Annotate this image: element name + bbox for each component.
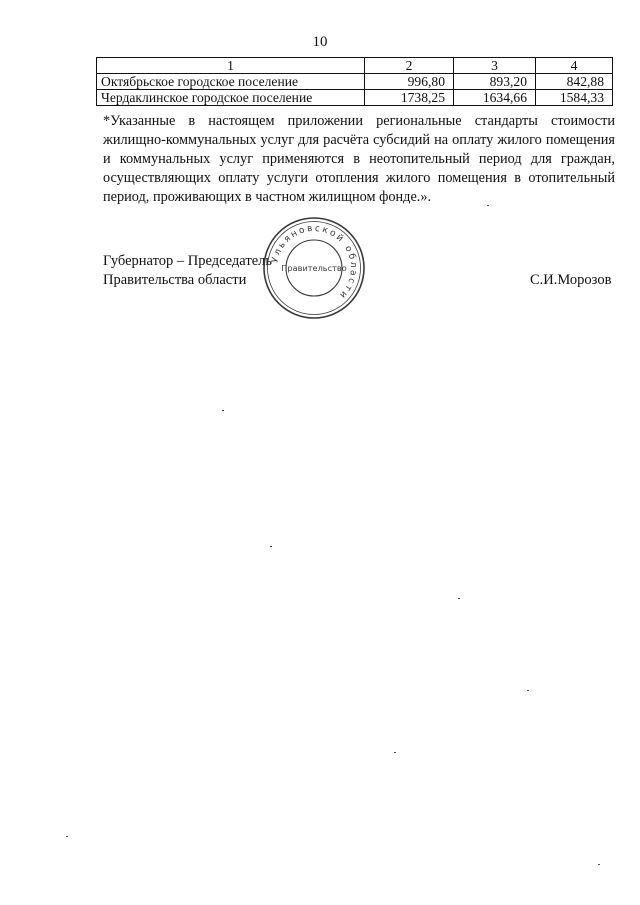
scan-speck (598, 864, 600, 865)
signatory-name: С.И.Морозов (530, 272, 612, 288)
table-cell: 1634,66 (454, 90, 536, 106)
scan-speck (222, 410, 224, 411)
scan-speck (487, 205, 489, 206)
table-cell: 1584,33 (536, 90, 613, 106)
scan-speck (527, 690, 529, 691)
table-cell: 996,80 (365, 74, 454, 90)
table-cell: 842,88 (536, 74, 613, 90)
rates-table (96, 57, 613, 106)
page-number: 10 (312, 34, 328, 50)
settlement-name: Октябрьское городское поселение (97, 74, 365, 90)
official-seal-stamp (260, 214, 368, 322)
table-cell: 1738,25 (365, 90, 454, 106)
table-header-cell: 1 (97, 58, 365, 74)
signatory-title-line2: Правительства области (103, 272, 247, 288)
seal-ring-text: Ульяновской области (270, 223, 359, 302)
scan-speck (270, 546, 272, 547)
signatory-title (103, 252, 272, 290)
table-row (97, 74, 613, 90)
settlement-name: Чердаклинское городское поселение (97, 90, 365, 106)
table-header-cell: 2 (365, 58, 454, 74)
scan-speck (458, 598, 460, 599)
footnote: *Указанные в настоящем приложении региональные стандарты стоимости жилищно-коммунальных услуг для расчёта субсидий на оплату жилого помещения и коммунальных услуг применяются в неотопительный период для граждан, осуществляющих оплату услуги отопления жилого помещения в отопительный период, проживающих в частном жилищном фонде.». (103, 113, 615, 205)
table-header-cell: 4 (536, 58, 613, 74)
table-header-row (97, 58, 613, 74)
scan-speck (394, 752, 396, 753)
seal-center-text: Правительство (281, 263, 347, 273)
table-header-cell: 3 (454, 58, 536, 74)
signatory-title-line1: Губернатор – Председатель (103, 253, 272, 269)
table-cell: 893,20 (454, 74, 536, 90)
table-row (97, 90, 613, 106)
scan-speck (66, 836, 68, 837)
